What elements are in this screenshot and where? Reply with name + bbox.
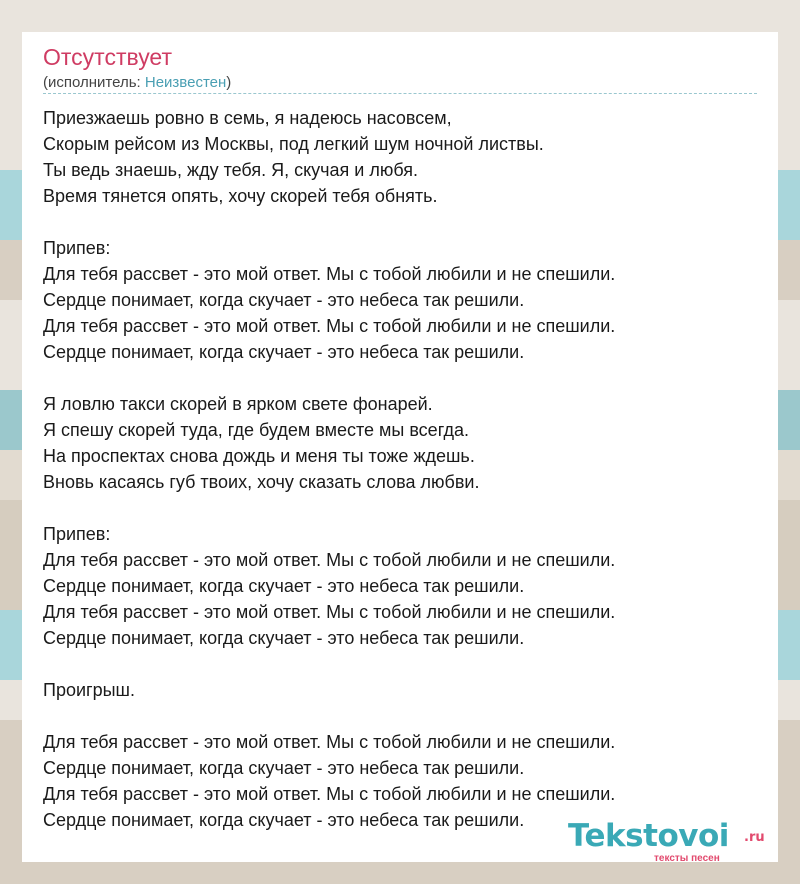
lyric-line: Приезжаешь ровно в семь, я надеюсь насовсем, [43,108,452,128]
lyric-line: Проигрыш. [43,680,135,700]
blank-line [43,209,763,235]
site-logo[interactable] [568,818,778,866]
lyric-line: Для тебя рассвет - это мой ответ. Мы с тобой любили и не спешили. [43,602,616,622]
blank-line [43,703,763,729]
lyric-line: Припев: [43,524,111,544]
blank-line [43,365,763,391]
lyric-line: Сердце понимает, когда скучает - это небеса так решили. [43,290,525,310]
lyric-line: Для тебя рассвет - это мой ответ. Мы с тобой любили и не спешили. [43,316,616,336]
lyric-line: Сердце понимает, когда скучает - это небеса так решили. [43,628,525,648]
lyrics-card [22,32,778,862]
logo-name: Tekstovoi [568,818,729,854]
title-divider [43,93,757,94]
lyric-line: Для тебя рассвет - это мой ответ. Мы с тобой любили и не спешили. [43,784,616,804]
lyric-line: На проспектах снова дождь и меня ты тоже ждешь. [43,446,475,466]
lyric-line: Для тебя рассвет - это мой ответ. Мы с тобой любили и не спешили. [43,732,616,752]
lyric-line: Ты ведь знаешь, жду тебя. Я, скучая и любя. [43,160,419,180]
lyric-line: Сердце понимает, когда скучает - это небеса так решили. [43,342,525,362]
lyric-line: Вновь касаясь губ твоих, хочу сказать слова любви. [43,472,480,492]
lyrics-text [43,105,763,833]
lyric-line: Для тебя рассвет - это мой ответ. Мы с тобой любили и не спешили. [43,550,616,570]
lyric-line: Для тебя рассвет - это мой ответ. Мы с тобой любили и не спешили. [43,264,616,284]
lyric-line: Скорым рейсом из Москвы, под легкий шум ночной листвы. [43,134,544,154]
lyric-line: Сердце понимает, когда скучает - это небеса так решили. [43,810,525,830]
lyric-line: Я ловлю такси скорей в ярком свете фонарей. [43,394,433,414]
artist-link[interactable]: Неизвестен [144,74,227,91]
artist-suffix: ) [226,74,232,91]
blank-line [43,495,763,521]
logo-tagline: тексты песен [654,853,720,864]
lyric-line: Я спешу скорей туда, где будем вместе мы всегда. [43,420,469,440]
artist-prefix: (исполнитель: [43,74,145,91]
lyric-line: Время тянется опять, хочу скорей тебя обнять. [43,186,438,206]
lyric-line: Припев: [43,238,111,258]
blank-line [43,651,763,677]
lyric-line: Сердце понимает, когда скучает - это небеса так решили. [43,576,525,596]
artist-line [43,74,231,91]
lyric-line: Сердце понимает, когда скучает - это небеса так решили. [43,758,525,778]
song-title: Отсутствует [43,44,172,70]
logo-tld: .ru [744,830,765,845]
